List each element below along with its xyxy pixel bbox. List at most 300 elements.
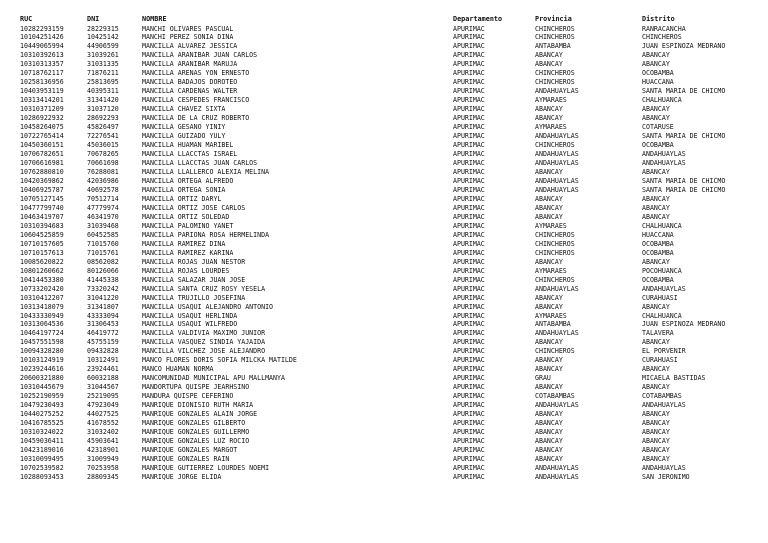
cell-nombre: MANCILLA SANTA CRUZ ROSY YESELA: [142, 284, 266, 293]
cell-nombre: MANCILLA HUAMAN MARIBEL: [142, 141, 234, 150]
cell-distrito: SANTA MARIA DE CHICMO: [642, 87, 726, 96]
cell-distrito: ABANCAY: [642, 365, 670, 374]
cell-provincia: ABANCAY: [535, 203, 563, 212]
cell-dni: 45755159: [87, 338, 119, 347]
cell-ruc: 20600321880: [20, 374, 64, 383]
cell-dni: 23924461: [87, 365, 119, 374]
table-row: [0, 123, 768, 132]
table-row: [0, 60, 768, 69]
cell-nombre: MANRIQUE GONZALES GUILLERMO: [142, 428, 250, 437]
cell-nombre: MANCILLA LLACCTAS JUAN CARLOS: [142, 159, 258, 168]
cell-distrito: CHINCHEROS: [642, 33, 682, 42]
header-nombre: NOMBRE: [142, 15, 167, 23]
cell-dni: 09432828: [87, 347, 119, 356]
cell-nombre: MANCILLA ROJAS JUAN NESTOR: [142, 257, 246, 266]
cell-distrito: CURAHUASI: [642, 293, 678, 302]
table-row: [0, 141, 768, 150]
cell-ruc: 10310412207: [20, 293, 64, 302]
cell-ruc: 10458264075: [20, 123, 64, 132]
cell-nombre: MANCO HUAMAN NORMA: [142, 365, 214, 374]
cell-nombre: MANCILLA VASQUEZ SINDIA YAJAIDA: [142, 338, 266, 347]
cell-distrito: ABANCAY: [642, 410, 670, 419]
cell-departamento: APURIMAC: [453, 194, 485, 203]
cell-ruc: 10310445679: [20, 383, 64, 392]
cell-ruc: 10459036411: [20, 437, 64, 446]
cell-provincia: ANDAHUAYLAS: [535, 329, 579, 338]
cell-provincia: COTABAMBAS: [535, 392, 575, 401]
cell-provincia: ABANCAY: [535, 410, 563, 419]
cell-departamento: APURIMAC: [453, 42, 485, 51]
cell-ruc: 10705127145: [20, 194, 64, 203]
cell-provincia: ABANCAY: [535, 437, 563, 446]
cell-ruc: 10310099495: [20, 455, 64, 463]
cell-distrito: ABANCAY: [642, 455, 670, 463]
table-row: [0, 455, 768, 464]
cell-dni: 46419772: [87, 329, 119, 338]
cell-ruc: 10604525859: [20, 230, 64, 239]
cell-provincia: ABANCAY: [535, 383, 563, 392]
cell-distrito: ABANCAY: [642, 194, 670, 203]
cell-provincia: ANDAHUAYLAS: [535, 463, 579, 472]
table-row: [0, 356, 768, 365]
cell-dni: 31039468: [87, 221, 119, 230]
cell-ruc: 10710157605: [20, 239, 64, 248]
table-row: [0, 177, 768, 186]
cell-provincia: ANDAHUAYLAS: [535, 401, 579, 410]
table-row: [0, 294, 768, 303]
cell-departamento: APURIMAC: [453, 311, 485, 320]
cell-departamento: APURIMAC: [453, 176, 485, 185]
cell-ruc: 10433330949: [20, 311, 64, 320]
cell-ruc: 10094328280: [20, 347, 64, 356]
table-header: [0, 15, 768, 24]
cell-nombre: MANCHI PEREZ SONIA DINA: [142, 33, 234, 42]
cell-nombre: MANDORTUPA QUISPE JEARHSIÑO: [142, 383, 250, 392]
cell-nombre: MANCILLA PARIONA ROSA HERMELINDA: [142, 230, 270, 239]
cell-ruc: 10310324022: [20, 428, 64, 437]
cell-dni: 70678265: [87, 150, 119, 159]
table-row: [0, 213, 768, 222]
table-row: [0, 374, 768, 383]
cell-ruc: 10310313357: [20, 60, 64, 69]
cell-distrito: ANDAHUAYLAS: [642, 401, 686, 410]
cell-departamento: APURIMAC: [453, 419, 485, 428]
cell-provincia: AYMARAES: [535, 96, 567, 105]
cell-dni: 45036015: [87, 141, 119, 150]
cell-nombre: MANCILLA RAMIREZ DINA: [142, 239, 226, 248]
cell-ruc: 10313414201: [20, 96, 64, 105]
cell-dni: 31306453: [87, 320, 119, 329]
cell-provincia: ABANCAY: [535, 212, 563, 221]
cell-departamento: APURIMAC: [453, 257, 485, 266]
cell-distrito: SANTA MARIA DE CHICMO: [642, 185, 726, 194]
cell-nombre: MANCILLA ORTIZ SOLEDAD: [142, 212, 230, 221]
cell-distrito: ABANCAY: [642, 212, 670, 221]
cell-departamento: APURIMAC: [453, 446, 485, 455]
cell-provincia: AYMARAES: [535, 311, 567, 320]
cell-dni: 31031335: [87, 60, 119, 69]
header-departamento: Departamento: [453, 15, 503, 23]
cell-nombre: MANCILLA USAQUI ALEJANDRO ANTONIO: [142, 302, 274, 311]
cell-distrito: ABANCAY: [642, 428, 670, 437]
cell-nombre: MANCILLA ORTIZ JOSE CARLOS: [142, 203, 246, 212]
cell-dni: 31341807: [87, 302, 119, 311]
table-row: [0, 347, 768, 356]
cell-dni: 31044567: [87, 383, 119, 392]
cell-dni: 60032188: [87, 374, 119, 383]
cell-ruc: 10406925787: [20, 185, 64, 194]
cell-ruc: 10450360151: [20, 141, 64, 150]
cell-ruc: 10457551598: [20, 338, 64, 347]
cell-provincia: ABANCAY: [535, 338, 563, 347]
cell-ruc: 10104251426: [20, 33, 64, 42]
table-row: [0, 105, 768, 114]
cell-distrito: OCOBAMBA: [642, 248, 674, 257]
cell-provincia: ANDAHUAYLAS: [535, 185, 579, 194]
cell-provincia: ABANCAY: [535, 51, 563, 60]
cell-provincia: ANDAHUAYLAS: [535, 150, 579, 159]
cell-ruc: 10762880810: [20, 168, 64, 176]
cell-dni: 40692578: [87, 185, 119, 194]
cell-provincia: ABANCAY: [535, 302, 563, 311]
cell-departamento: APURIMAC: [453, 168, 485, 176]
cell-provincia: ANTABAMBA: [535, 320, 571, 329]
cell-provincia: CHINCHEROS: [535, 24, 575, 33]
table-body: [0, 25, 768, 482]
cell-distrito: OCOBAMBA: [642, 239, 674, 248]
cell-ruc: 10416785525: [20, 419, 64, 428]
cell-departamento: APURIMAC: [453, 221, 485, 230]
table-row: [0, 195, 768, 204]
table-row: [0, 383, 768, 392]
cell-distrito: ABANCAY: [642, 257, 670, 266]
header-distrito: Distrito: [642, 15, 675, 23]
cell-dni: 44027525: [87, 410, 119, 419]
cell-provincia: ANDAHUAYLAS: [535, 472, 579, 481]
table-row: [0, 168, 768, 177]
cell-departamento: APURIMAC: [453, 365, 485, 374]
table-row: [0, 320, 768, 329]
cell-dni: 72276541: [87, 132, 119, 141]
cell-ruc: 10449065994: [20, 42, 64, 51]
cell-ruc: 10706782651: [20, 150, 64, 159]
cell-dni: 71015761: [87, 248, 119, 257]
table-row: [0, 437, 768, 446]
table-row: [0, 33, 768, 42]
cell-provincia: GRAU: [535, 374, 551, 383]
cell-nombre: MANCILLA CARDENAS WALTER: [142, 87, 238, 96]
cell-ruc: 10414453380: [20, 275, 64, 284]
cell-nombre: MANDURA QUISPE CEFERINO: [142, 392, 234, 401]
cell-ruc: 10403953119: [20, 87, 64, 96]
cell-provincia: ABANCAY: [535, 356, 563, 365]
cell-provincia: CHINCHEROS: [535, 78, 575, 87]
cell-provincia: ABANCAY: [535, 428, 563, 437]
cell-ruc: 10313064536: [20, 320, 64, 329]
cell-nombre: MANCILLA CHAVEZ SIXTA: [142, 105, 226, 114]
cell-distrito: SAN JERONIMO: [642, 472, 690, 481]
cell-departamento: APURIMAC: [453, 275, 485, 284]
table-row: [0, 365, 768, 374]
cell-nombre: MANCILLA VALDIVIA MAXIMO JUNIOR: [142, 329, 266, 338]
cell-departamento: APURIMAC: [453, 212, 485, 221]
cell-distrito: ABANCAY: [642, 168, 670, 176]
cell-nombre: MANCO FLORES DORIS SOFIA MILCKA MATILDE: [142, 356, 297, 365]
cell-provincia: ABANCAY: [535, 446, 563, 455]
cell-dni: 10312491: [87, 356, 119, 365]
table-row: [0, 410, 768, 419]
cell-distrito: POCOHUANCA: [642, 266, 682, 275]
cell-dni: 08562082: [87, 257, 119, 266]
cell-provincia: AYMARAES: [535, 221, 567, 230]
table-row: [0, 285, 768, 294]
cell-distrito: HUACCANA: [642, 78, 674, 87]
cell-nombre: MANCILLA ARANIBAR JUAN CARLOS: [142, 51, 258, 60]
cell-departamento: APURIMAC: [453, 410, 485, 419]
cell-ruc: 10477799740: [20, 203, 64, 212]
cell-dni: 45826497: [87, 123, 119, 132]
cell-nombre: MANCILLA PALOMINO YANET: [142, 221, 234, 230]
cell-dni: 25219095: [87, 392, 119, 401]
cell-departamento: APURIMAC: [453, 159, 485, 168]
cell-ruc: 10239244616: [20, 365, 64, 374]
cell-departamento: APURIMAC: [453, 24, 485, 33]
cell-departamento: APURIMAC: [453, 141, 485, 150]
cell-departamento: APURIMAC: [453, 374, 485, 383]
cell-distrito: ABANCAY: [642, 419, 670, 428]
table-row: [0, 276, 768, 285]
cell-dni: 70253958: [87, 463, 119, 472]
cell-departamento: APURIMAC: [453, 105, 485, 114]
cell-departamento: APURIMAC: [453, 302, 485, 311]
cell-ruc: 10464197724: [20, 329, 64, 338]
cell-departamento: APURIMAC: [453, 347, 485, 356]
cell-dni: 41678552: [87, 419, 119, 428]
cell-provincia: CHINCHEROS: [535, 33, 575, 42]
cell-provincia: ABANCAY: [535, 194, 563, 203]
cell-departamento: APURIMAC: [453, 87, 485, 96]
table-row: [0, 446, 768, 455]
cell-departamento: APURIMAC: [453, 203, 485, 212]
cell-nombre: MANRIQUE GONZALES ALAIN JORGE: [142, 410, 258, 419]
cell-dni: 76288081: [87, 168, 119, 176]
table-row: [0, 267, 768, 276]
cell-distrito: HUACCANA: [642, 230, 674, 239]
cell-nombre: MANCILLA RAMIREZ KARINA: [142, 248, 234, 257]
cell-dni: 28229315: [87, 24, 119, 33]
cell-departamento: APURIMAC: [453, 472, 485, 481]
table-row: [0, 312, 768, 321]
cell-ruc: 10420369862: [20, 176, 64, 185]
cell-distrito: ABANCAY: [642, 60, 670, 69]
cell-ruc: 10702539582: [20, 463, 64, 472]
cell-ruc: 10310371209: [20, 105, 64, 114]
cell-provincia: CHINCHEROS: [535, 248, 575, 257]
cell-ruc: 10463419707: [20, 212, 64, 221]
table-row: [0, 132, 768, 141]
cell-ruc: 10706616981: [20, 159, 64, 168]
cell-departamento: APURIMAC: [453, 329, 485, 338]
cell-provincia: ABANCAY: [535, 455, 563, 463]
cell-dni: 80126066: [87, 266, 119, 275]
cell-ruc: 10423189016: [20, 446, 64, 455]
cell-nombre: MANCILLA ARENAS YON ERNESTO: [142, 69, 250, 78]
table-row: [0, 42, 768, 51]
cell-dni: 31009949: [87, 455, 119, 463]
cell-provincia: AYMARAES: [535, 266, 567, 275]
table-row: [0, 159, 768, 168]
table-row: [0, 114, 768, 123]
cell-ruc: 10733202420: [20, 284, 64, 293]
cell-distrito: OCOBAMBA: [642, 141, 674, 150]
table-row: [0, 258, 768, 267]
cell-provincia: CHINCHEROS: [535, 275, 575, 284]
cell-provincia: CHINCHEROS: [535, 230, 575, 239]
cell-dni: 70512714: [87, 194, 119, 203]
cell-departamento: APURIMAC: [453, 356, 485, 365]
cell-nombre: MANCILLA ROJAS LOURDES: [142, 266, 230, 275]
cell-departamento: APURIMAC: [453, 392, 485, 401]
cell-provincia: CHINCHEROS: [535, 239, 575, 248]
cell-provincia: ABANCAY: [535, 60, 563, 69]
cell-departamento: APURIMAC: [453, 185, 485, 194]
cell-nombre: MANCILLA ARANIBAR MARUJA: [142, 60, 238, 69]
cell-distrito: MICAELA BASTIDAS: [642, 374, 706, 383]
cell-nombre: MANCOMUNIDAD MUNICIPAL APU MALLMANYA: [142, 374, 285, 383]
table-row: [0, 392, 768, 401]
cell-ruc: 10282293159: [20, 24, 64, 33]
cell-provincia: ABANCAY: [535, 257, 563, 266]
cell-departamento: APURIMAC: [453, 383, 485, 392]
table-row: [0, 25, 768, 34]
cell-dni: 46341970: [87, 212, 119, 221]
cell-nombre: MANCILLA ORTEGA SONIA: [142, 185, 226, 194]
cell-dni: 31032402: [87, 428, 119, 437]
cell-distrito: SANTA MARIA DE CHICMO: [642, 176, 726, 185]
cell-distrito: ABANCAY: [642, 114, 670, 123]
cell-provincia: CHINCHEROS: [535, 347, 575, 356]
cell-departamento: APURIMAC: [453, 463, 485, 472]
table-row: [0, 51, 768, 60]
cell-ruc: 10286922932: [20, 114, 64, 123]
cell-nombre: MANRIQUE GONZALES GILBERTO: [142, 419, 246, 428]
cell-ruc: 10288093453: [20, 472, 64, 481]
cell-ruc: 10440275252: [20, 410, 64, 419]
cell-distrito: ANDAHUAYLAS: [642, 284, 686, 293]
cell-distrito: CURAHUASI: [642, 356, 678, 365]
cell-nombre: MANCILLA ORTIZ DARYL: [142, 194, 222, 203]
cell-dni: 45903641: [87, 437, 119, 446]
cell-provincia: ABANCAY: [535, 365, 563, 374]
cell-ruc: 10722765414: [20, 132, 64, 141]
cell-dni: 43333094: [87, 311, 119, 320]
cell-dni: 31041220: [87, 293, 119, 302]
cell-provincia: ABANCAY: [535, 114, 563, 123]
cell-nombre: MANCILLA VILCHEZ JOSE ALEJANDRO: [142, 347, 266, 356]
cell-distrito: CHALHUANCA: [642, 221, 682, 230]
table-row: [0, 428, 768, 437]
cell-nombre: MANCILLA TRUJILLO JOSEFINA: [142, 293, 246, 302]
table-row: [0, 96, 768, 105]
cell-departamento: APURIMAC: [453, 338, 485, 347]
cell-dni: 25813695: [87, 78, 119, 87]
cell-ruc: 10310392613: [20, 51, 64, 60]
cell-nombre: MANRIQUE DIONISIO RUTH MARIA: [142, 401, 254, 410]
cell-distrito: ABANCAY: [642, 105, 670, 114]
cell-provincia: CHINCHEROS: [535, 141, 575, 150]
cell-nombre: MANCHI OLIVARES PASCUAL: [142, 24, 234, 33]
cell-departamento: APURIMAC: [453, 320, 485, 329]
cell-provincia: ABANCAY: [535, 168, 563, 176]
cell-nombre: MANCILLA SALAZAR JUAN JOSE: [142, 275, 246, 284]
table-row: [0, 338, 768, 347]
cell-provincia: ANDAHUAYLAS: [535, 132, 579, 141]
cell-departamento: APURIMAC: [453, 123, 485, 132]
cell-departamento: APURIMAC: [453, 248, 485, 257]
cell-distrito: ABANCAY: [642, 51, 670, 60]
cell-provincia: ANDAHUAYLAS: [535, 284, 579, 293]
table-row: [0, 222, 768, 231]
cell-departamento: APURIMAC: [453, 239, 485, 248]
cell-dni: 71015760: [87, 239, 119, 248]
table-row: [0, 78, 768, 87]
cell-provincia: ABANCAY: [535, 293, 563, 302]
cell-provincia: ANDAHUAYLAS: [535, 159, 579, 168]
table-row: [0, 240, 768, 249]
table-row: [0, 329, 768, 338]
cell-ruc: 10310394683: [20, 221, 64, 230]
cell-departamento: APURIMAC: [453, 60, 485, 69]
cell-departamento: APURIMAC: [453, 428, 485, 437]
cell-distrito: SANTA MARIA DE CHICMO: [642, 132, 726, 141]
table-row: [0, 401, 768, 410]
cell-departamento: APURIMAC: [453, 51, 485, 60]
cell-provincia: ANDAHUAYLAS: [535, 87, 579, 96]
header-provincia: Provincia: [535, 15, 572, 23]
cell-departamento: APURIMAC: [453, 33, 485, 42]
cell-nombre: MANCILLA DE LA CRUZ ROBERTO: [142, 114, 250, 123]
cell-departamento: APURIMAC: [453, 69, 485, 78]
cell-departamento: APURIMAC: [453, 96, 485, 105]
cell-dni: 47779974: [87, 203, 119, 212]
cell-dni: 10425142: [87, 33, 119, 42]
cell-nombre: MANCILLA CESPEDES FRANCISCO: [142, 96, 250, 105]
cell-nombre: MANRIQUE GUTIERREZ LOURDES NOEMI: [142, 463, 270, 472]
table-row: [0, 150, 768, 159]
cell-distrito: TALAVERA: [642, 329, 674, 338]
table-row: [0, 231, 768, 240]
cell-ruc: 10313418079: [20, 302, 64, 311]
cell-distrito: OCOBAMBA: [642, 275, 674, 284]
table-row: [0, 87, 768, 96]
table-row: [0, 204, 768, 213]
cell-departamento: APURIMAC: [453, 401, 485, 410]
cell-provincia: ABANCAY: [535, 419, 563, 428]
cell-provincia: CHINCHEROS: [535, 69, 575, 78]
cell-departamento: APURIMAC: [453, 293, 485, 302]
cell-nombre: MANCILLA BADAJOS DOROTEO: [142, 78, 238, 87]
cell-distrito: RANRACANCHA: [642, 24, 686, 33]
cell-distrito: COTABAMBAS: [642, 392, 682, 401]
cell-nombre: MANCILLA GESANO YINIY: [142, 123, 226, 132]
cell-nombre: MANRIQUE GONZALES MARGOT: [142, 446, 238, 455]
cell-provincia: ANDAHUAYLAS: [535, 176, 579, 185]
cell-ruc: 10258136956: [20, 78, 64, 87]
cell-dni: 42318901: [87, 446, 119, 455]
cell-nombre: MANCILLA USAQUI WILFREDO: [142, 320, 238, 329]
cell-dni: 31341420: [87, 96, 119, 105]
header-ruc: RUC: [20, 15, 33, 23]
